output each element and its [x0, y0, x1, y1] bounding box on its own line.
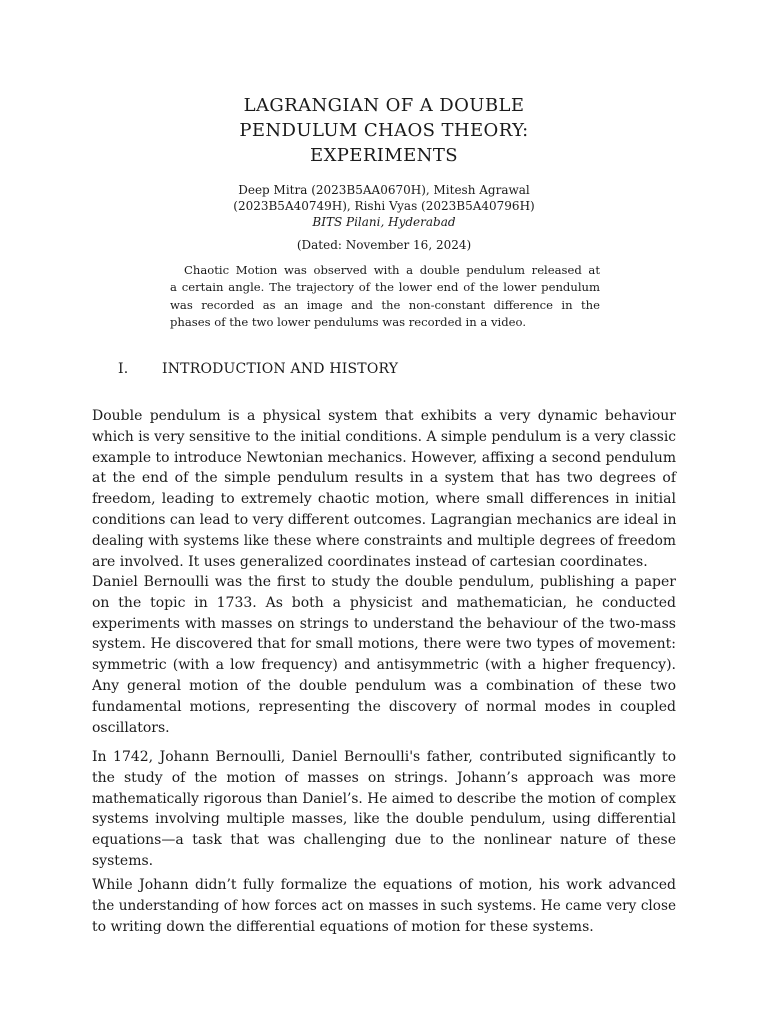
- body-paragraph-3: [92, 747, 676, 872]
- abstract-line: Chaotic Motion was observed with a double pendulum released at: [184, 263, 600, 277]
- title-line: LAGRANGIAN OF A DOUBLE: [243, 95, 525, 116]
- text-line: In 1742, Johann Bernoulli, Daniel Bernoulli's father, contributed significantly to: [92, 749, 676, 765]
- title-line: EXPERIMENTS: [310, 145, 458, 166]
- body-paragraph-4: [92, 875, 676, 937]
- author-block: [150, 182, 618, 230]
- abstract-line: was recorded as an image and the non-constant difference in the: [170, 297, 600, 312]
- section-title: INTRODUCTION AND HISTORY: [162, 361, 399, 377]
- text-line: Any general motion of the double pendulum was a combination of these two: [92, 677, 676, 694]
- text-line: Daniel Bernoulli was the first to study the double pendulum, publishing a paper: [92, 574, 676, 590]
- text-line: the understanding of how forces act on masses in such systems. He came very close: [92, 897, 676, 914]
- abstract-line: phases of the two lower pendulums was recorded in a video.: [170, 314, 527, 329]
- text-line: example to introduce Newtonian mechanics. However, affixing a second pendulum: [92, 449, 676, 466]
- paper-title: [150, 93, 618, 168]
- text-line: equations—a task that was challenging due to the nonlinear nature of these: [92, 832, 676, 849]
- section-number: I.: [118, 361, 129, 377]
- text-line: oscillators.: [92, 719, 170, 736]
- text-line: systems.: [92, 852, 154, 869]
- text-line: Double pendulum is a physical system that exhibits a very dynamic behaviour: [92, 408, 676, 424]
- title-line: PENDULUM CHAOS THEORY:: [239, 120, 529, 141]
- section-heading: [118, 360, 398, 378]
- text-line: fundamental motions, representing the discovery of normal modes in coupled: [92, 698, 676, 715]
- text-line: are involved. It uses generalized coordinates instead of cartesian coordinates.: [92, 553, 648, 570]
- text-line: systems involving multiple masses, like the double pendulum, using differential: [92, 811, 676, 828]
- body-paragraph-1: [92, 406, 676, 572]
- abstract: [170, 262, 600, 331]
- text-line: While Johann didn’t fully formalize the equations of motion, his work advanced: [92, 877, 676, 893]
- author-line: Deep Mitra (2023B5AA0670H), Mitesh Agrawal: [238, 183, 530, 197]
- author-line: (2023B5A40749H), Rishi Vyas (2023B5A40796H): [233, 199, 535, 213]
- body-paragraph-2: [92, 572, 676, 738]
- text-line: at the end of the simple pendulum results in a system that has two degrees of: [92, 470, 676, 487]
- text-line: the study of the motion of masses on strings. Johann’s approach was more: [92, 769, 676, 786]
- abstract-line: a certain angle. The trajectory of the lower end of the lower pendulum: [170, 280, 600, 295]
- text-line: mathematically rigorous than Daniel’s. He aimed to describe the motion of complex: [92, 790, 676, 807]
- affiliation: BITS Pilani, Hyderabad: [312, 215, 456, 229]
- text-line: which is very sensitive to the initial conditions. A simple pendulum is a very classic: [92, 428, 676, 445]
- dated-line: (Dated: November 16, 2024): [296, 238, 472, 252]
- text-line: dealing with systems like these where constraints and multiple degrees of freedom: [92, 532, 676, 549]
- text-line: to writing down the differential equations of motion for these systems.: [92, 918, 594, 935]
- text-line: experiments with masses on strings to understand the behaviour of the two-mass: [92, 615, 676, 632]
- text-line: conditions can lead to very different outcomes. Lagrangian mechanics are ideal in: [92, 511, 677, 528]
- text-line: on the topic in 1733. As both a physicist and mathematician, he conducted: [92, 594, 676, 611]
- text-line: symmetric (with a low frequency) and antisymmetric (with a higher frequency).: [92, 657, 676, 674]
- text-line: freedom, leading to extremely chaotic motion, where small differences in initial: [92, 491, 676, 508]
- text-line: system. He discovered that for small motions, there were two types of movement:: [92, 636, 676, 653]
